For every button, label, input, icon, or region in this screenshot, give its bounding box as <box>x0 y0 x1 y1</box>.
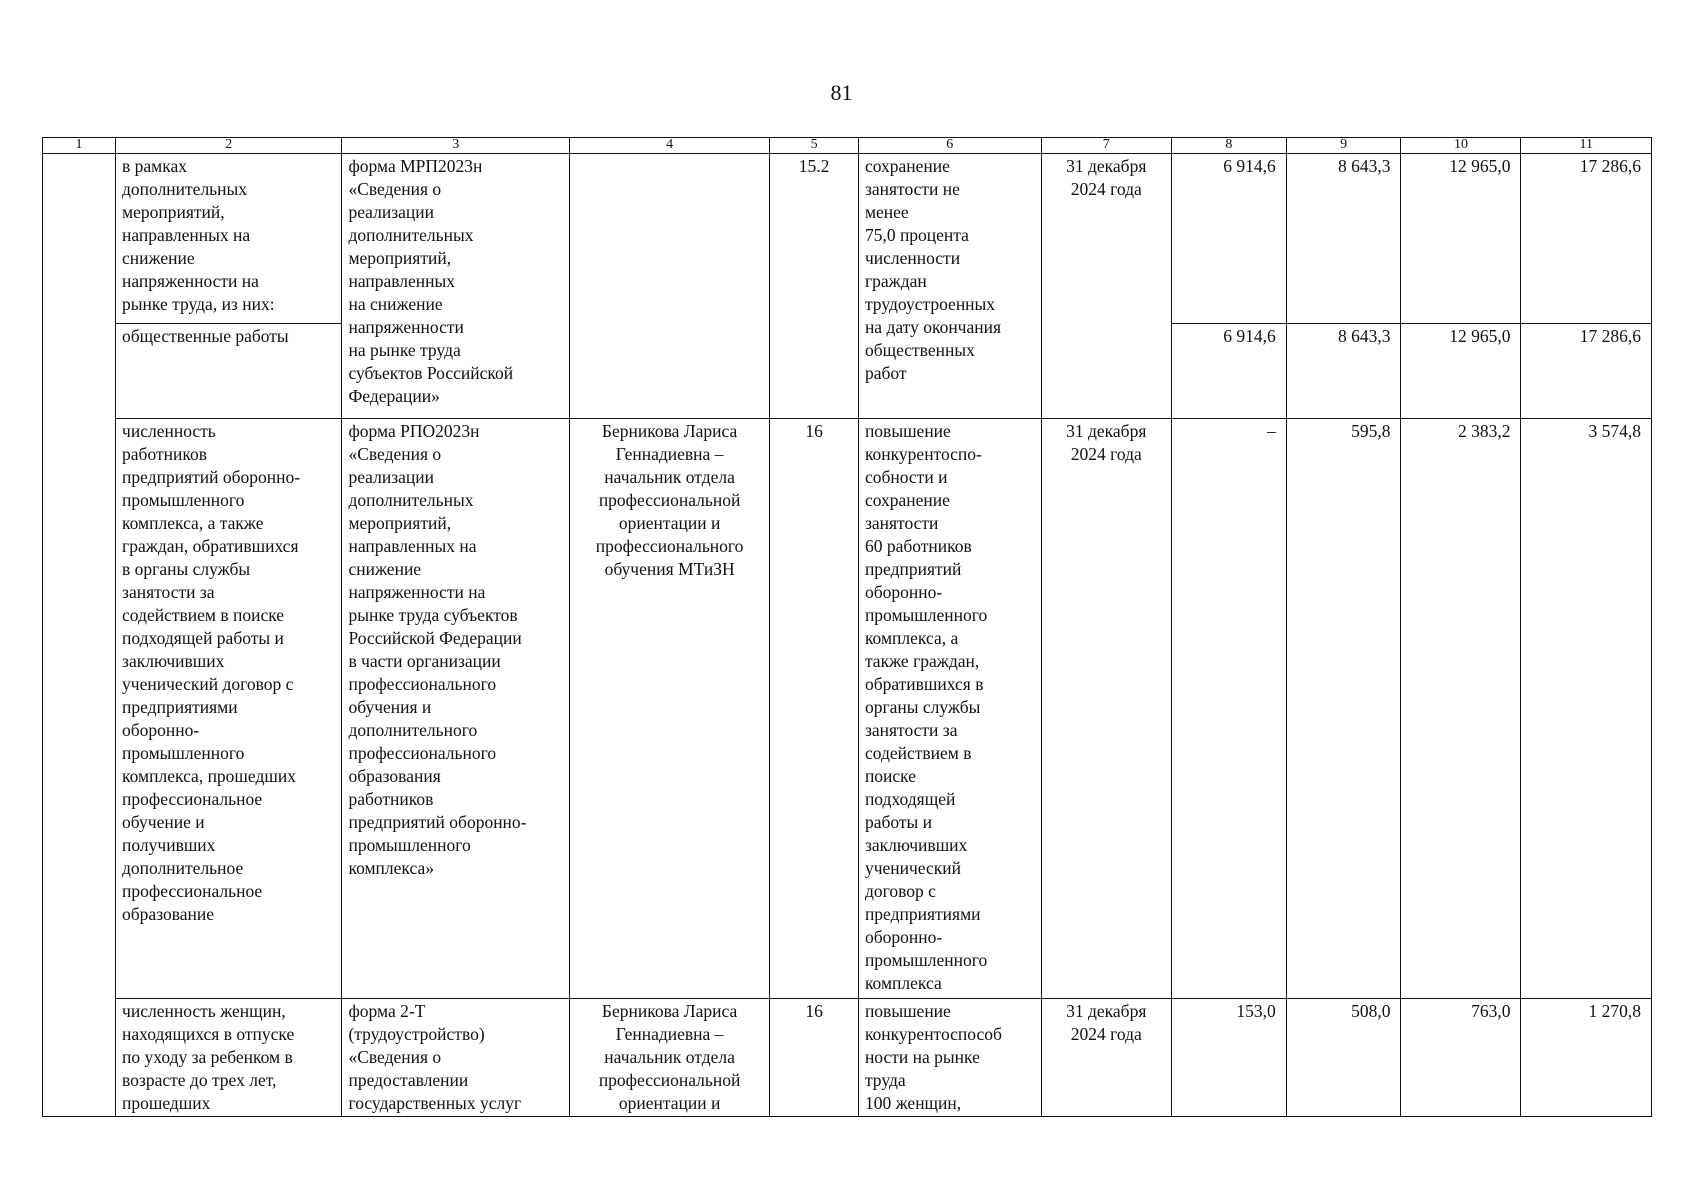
result-cell: повышение конкурентоспособ ности на рынке труда 100 женщин, <box>858 999 1041 1117</box>
column-number: 7 <box>1041 138 1171 154</box>
item-number-cell: 16 <box>770 419 859 999</box>
value-cell: 763,0 <box>1401 999 1521 1117</box>
data-table <box>42 137 1652 1117</box>
deadline-cell: 31 декабря 2024 года <box>1041 154 1171 419</box>
deadline-cell: 31 декабря 2024 года <box>1041 419 1171 999</box>
value-cell: 6 914,6 <box>1171 154 1286 324</box>
table-row <box>43 154 1652 324</box>
column-number: 10 <box>1401 138 1521 154</box>
value-cell: 1 270,8 <box>1521 999 1652 1117</box>
result-cell: повышение конкурентоспо- собности и сохранение занятости 60 работников предприятий оборонно- промышленного комплекса, а также граждан, обратившихся в органы службы занятости за содействием в поиске подходящей работы и заключивших ученический договор с предприятиями оборонно- промышленного комплекса <box>858 419 1041 999</box>
column-number: 3 <box>342 138 569 154</box>
empty-first-column <box>43 154 116 1117</box>
value-cell: 8 643,3 <box>1286 324 1401 419</box>
page-number: 81 <box>830 80 853 105</box>
deadline-cell: 31 декабря 2024 года <box>1041 999 1171 1117</box>
table-row <box>43 999 1652 1117</box>
column-number: 11 <box>1521 138 1652 154</box>
value-cell: 153,0 <box>1171 999 1286 1117</box>
column-number: 1 <box>43 138 116 154</box>
column-number: 2 <box>116 138 342 154</box>
value-cell: 17 286,6 <box>1521 154 1652 324</box>
value-cell: 595,8 <box>1286 419 1401 999</box>
item-number-cell: 15.2 <box>770 154 859 419</box>
column-number: 5 <box>770 138 859 154</box>
value-cell: 6 914,6 <box>1171 324 1286 419</box>
column-number-header-row <box>43 138 1652 154</box>
indicator-cell: в рамках дополнительных мероприятий, направленных на снижение напряженности на рынке труда, из них: <box>116 154 342 324</box>
indicator-cell: численность женщин, находящихся в отпуске по уходу за ребенком в возрасте до трех лет, прошедших <box>116 999 342 1117</box>
indicator-cell: общественные работы <box>116 324 342 419</box>
value-cell: 8 643,3 <box>1286 154 1401 324</box>
table-row <box>43 419 1652 999</box>
value-cell: 3 574,8 <box>1521 419 1652 999</box>
value-cell: 12 965,0 <box>1401 154 1521 324</box>
column-number: 9 <box>1286 138 1401 154</box>
column-number: 8 <box>1171 138 1286 154</box>
value-cell: 508,0 <box>1286 999 1401 1117</box>
value-cell: 2 383,2 <box>1401 419 1521 999</box>
source-form-cell: форма МРП2023н «Сведения о реализации дополнительных мероприятий, направленных на снижение напряженности на рынке труда субъектов Российской Федерации» <box>342 154 569 419</box>
column-number: 6 <box>858 138 1041 154</box>
source-form-cell: форма 2-Т (трудоустройство) «Сведения о предоставлении государственных услуг <box>342 999 569 1117</box>
column-number: 4 <box>569 138 769 154</box>
value-cell: 17 286,6 <box>1521 324 1652 419</box>
responsible-cell: Берникова Лариса Геннадиевна – начальник отдела профессиональной ориентации и <box>569 999 769 1117</box>
responsible-cell <box>569 154 769 419</box>
value-cell: 12 965,0 <box>1401 324 1521 419</box>
result-cell: сохранение занятости не менее 75,0 процента численности граждан трудоустроенных на дату окончания общественных работ <box>858 154 1041 419</box>
responsible-cell: Берникова Лариса Геннадиевна – начальник отдела профессиональной ориентации и профессионального обучения МТиЗН <box>569 419 769 999</box>
indicator-cell: численность работников предприятий оборонно- промышленного комплекса, а также граждан, обратившихся в органы службы занятости за содействием в поиске подходящей работы и заключивших ученический договор с предприятиями оборонно- промышленного комплекса, прошедших профессиональное обучение и получивших дополнительное профессиональное образование <box>116 419 342 999</box>
value-cell: – <box>1171 419 1286 999</box>
source-form-cell: форма РПО2023н «Сведения о реализации дополнительных мероприятий, направленных на снижение напряженности на рынке труда субъектов Российской Федерации в части организации профессионального обучения и дополнительного профессионального образования работников предприятий оборонно- промышленного комплекса» <box>342 419 569 999</box>
item-number-cell: 16 <box>770 999 859 1117</box>
